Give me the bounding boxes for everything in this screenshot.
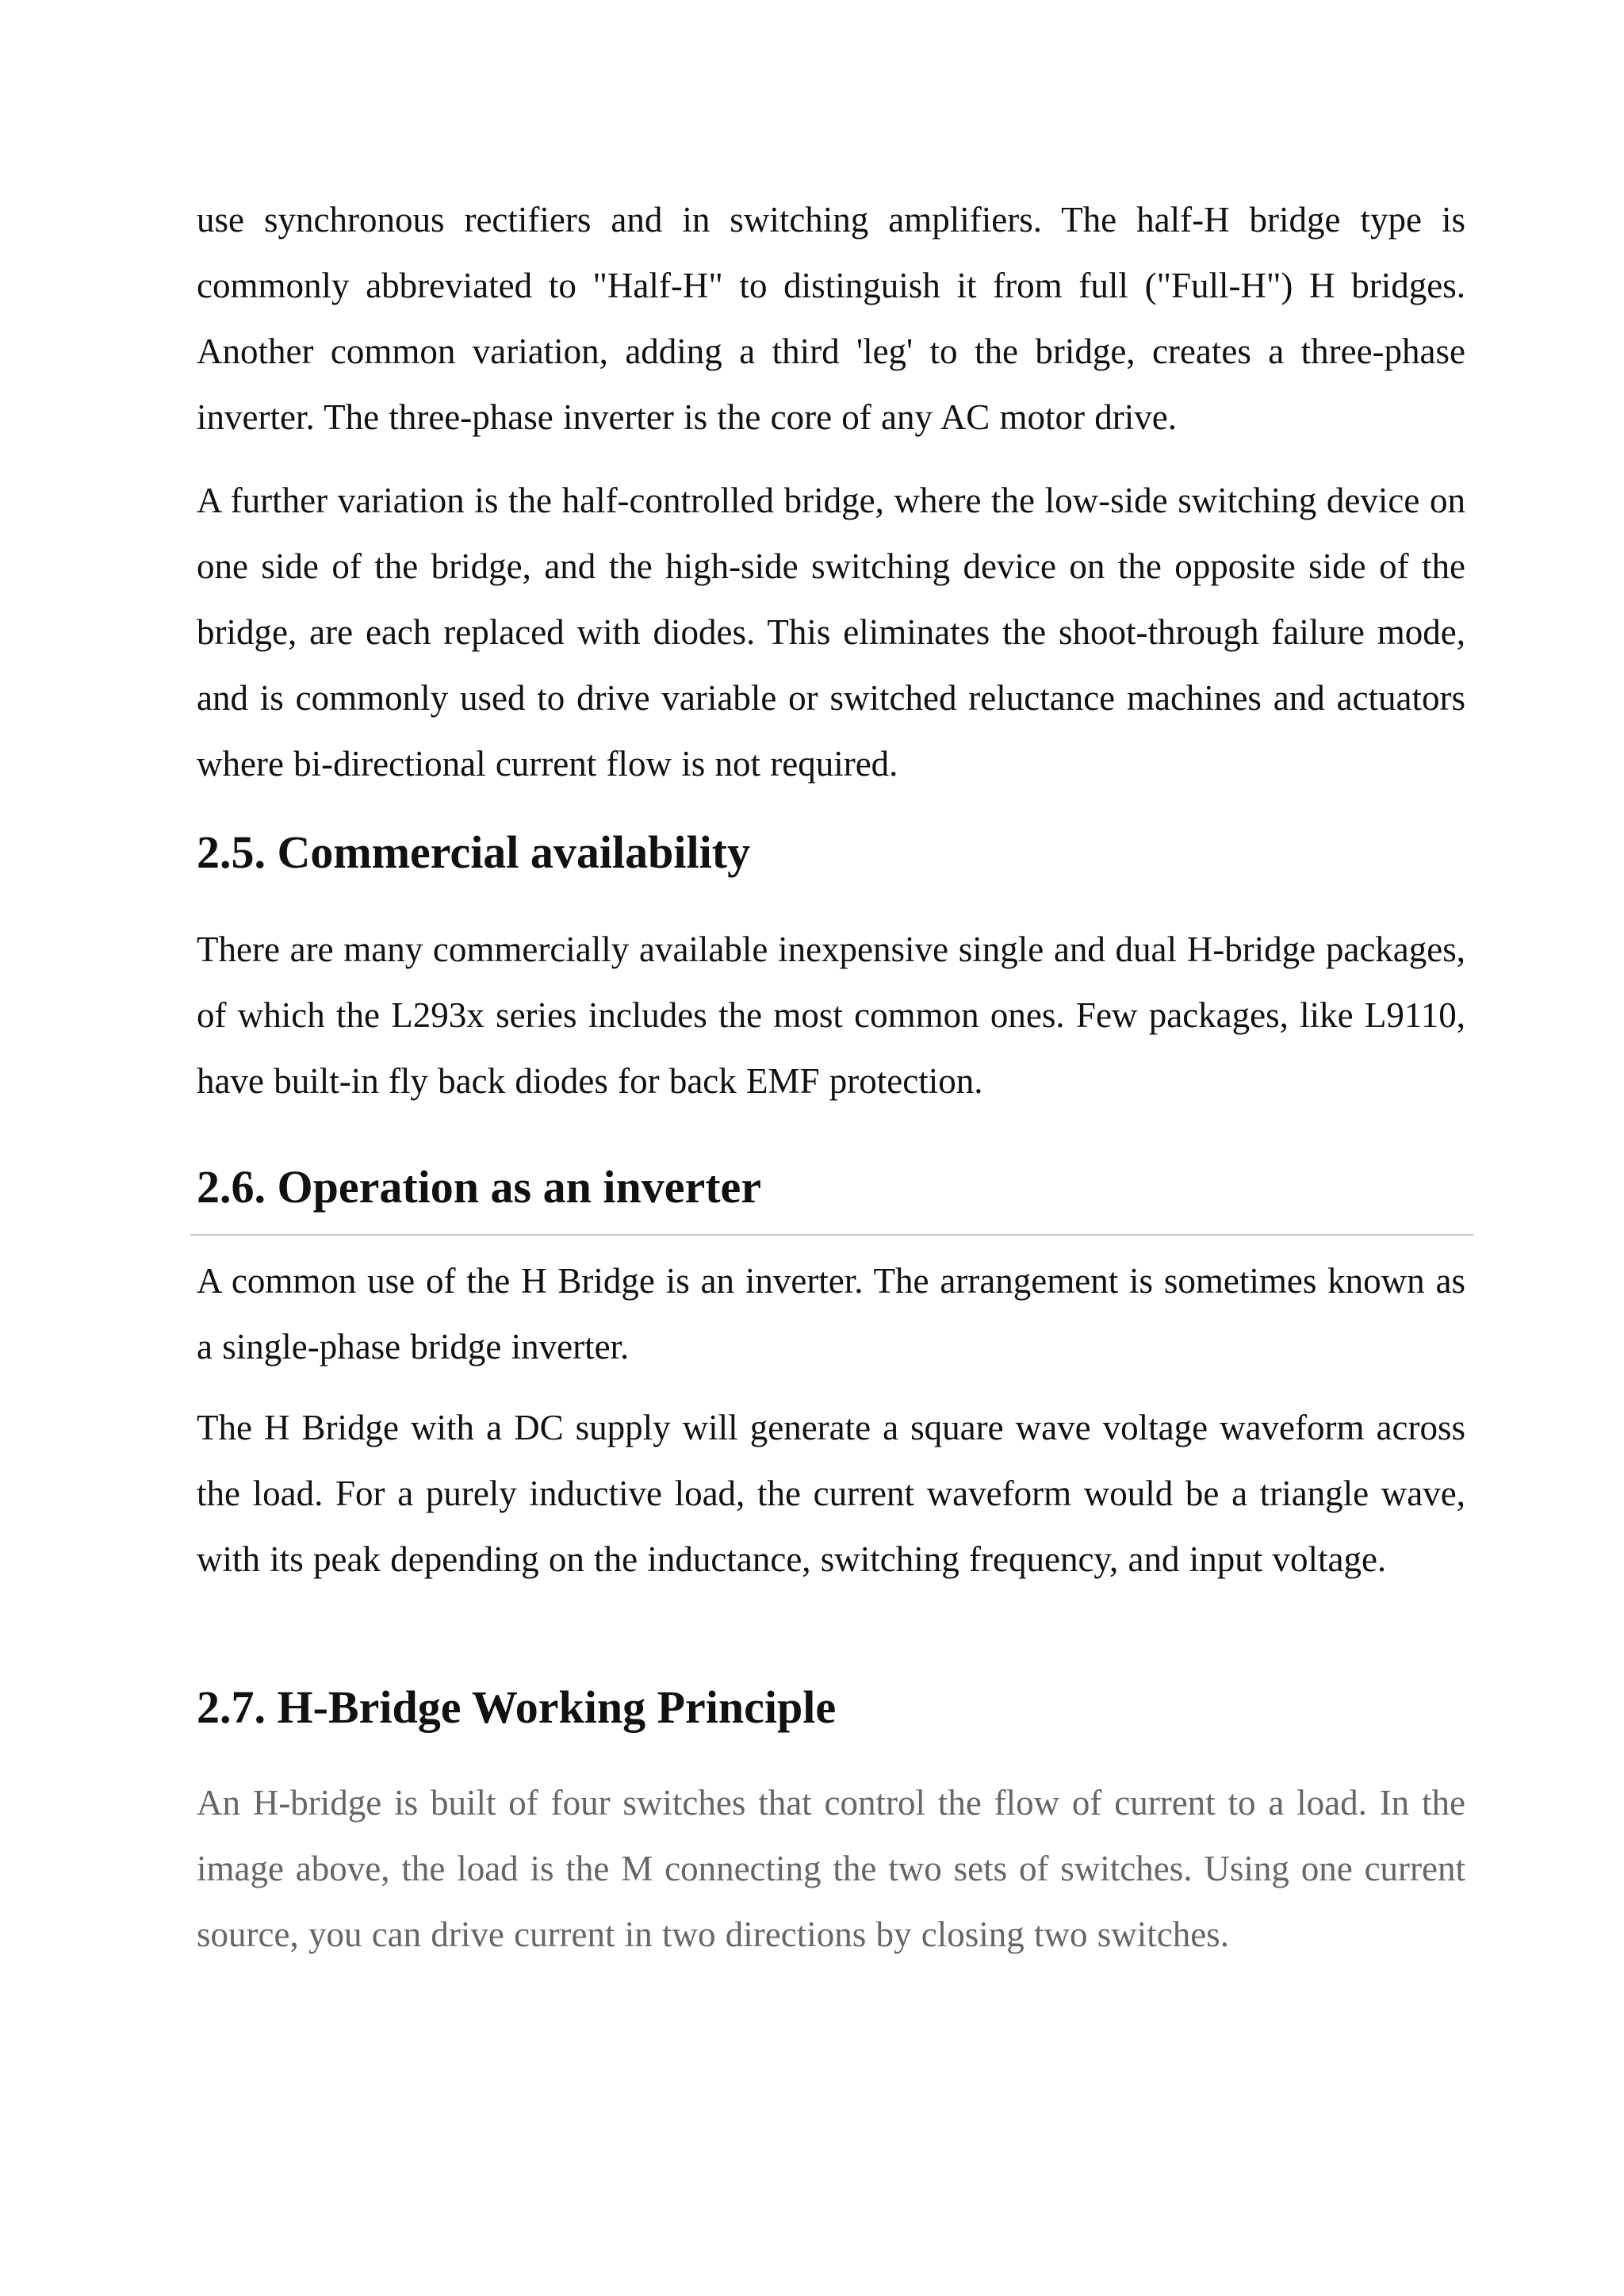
paragraph-text: The H Bridge with a DC supply will generate a square wave voltage waveform across the load. For a purely inductive load, the current waveform would be a triangle wave, with its peak depending on the inductance, switching frequency, and input voltage.: [197, 1408, 1465, 1579]
paragraph-commercial-availability: [197, 917, 1465, 1114]
paragraph-text: An H-bridge is built of four switches that control the flow of current to a load. In the image above, the load is the M connecting the two sets of switches. Using one current source, you can drive current in two directions by closing two switches.: [197, 1783, 1465, 1954]
paragraph-text: A common use of the H Bridge is an inverter. The arrangement is sometimes known as a single-phase bridge inverter.: [197, 1261, 1465, 1366]
paragraph-text: There are many commercially available inexpensive single and dual H-bridge packages, of which the L293x series includes the most common ones. Few packages, like L9110, have built-in fly back diodes for back EMF protection.: [197, 930, 1465, 1101]
paragraph-half-h-bridge: [197, 187, 1465, 450]
paragraph-square-wave: [197, 1395, 1465, 1593]
section-heading-2-5: [197, 825, 1465, 880]
paragraph-text: A further variation is the half-controlled bridge, where the low-side switching device on one side of the bridge, and the high-side switching device on the opposite side of the bridge, are each replaced with diodes. This eliminates the shoot-through failure mode, and is commonly used to drive variable or switched reluctance machines and actuators where bi-directional current flow is not required.: [197, 481, 1465, 784]
paragraph-working-principle: [197, 1770, 1465, 1968]
section-heading: 2.6. Operation as an inverter: [197, 1161, 762, 1213]
paragraph-half-controlled-bridge: [197, 468, 1465, 797]
section-divider: [190, 1234, 1473, 1236]
section-heading-2-6: [197, 1159, 1465, 1215]
paragraph-text: use synchronous rectifiers and in switching amplifiers. The half-H bridge type is commonly abbreviated to "Half-H" to distinguish it from full ("Full-H") H bridges. Another common variation, adding a third 'leg' to the bridge, creates a three-phase inverter. The three-phase inverter is the core of any AC motor drive.: [197, 200, 1465, 437]
paragraph-inverter-use: [197, 1248, 1465, 1380]
section-heading: 2.5. Commercial availability: [197, 826, 751, 878]
section-heading: 2.7. H-Bridge Working Principle: [197, 1681, 837, 1733]
section-heading-2-7: [197, 1680, 1465, 1735]
